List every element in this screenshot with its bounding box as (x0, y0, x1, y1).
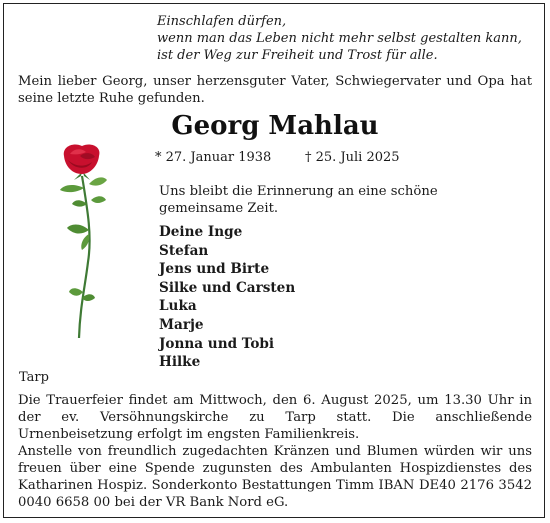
mourner-name: Hilke (159, 354, 201, 371)
poem (157, 13, 522, 64)
rose-leaf (72, 200, 87, 206)
red-rose-icon (52, 142, 112, 342)
rose-leaf (81, 234, 89, 250)
rose-leaf (91, 196, 106, 203)
birth-date: * 27. Januar 1938 (155, 150, 272, 165)
mourner-name: Deine Inge (159, 224, 243, 240)
rose-stem (79, 176, 90, 338)
rose-leaf (89, 177, 107, 185)
poem-line: wenn man das Leben nicht mehr selbst gestalten kann, (157, 31, 522, 46)
place-name: Tarp (19, 370, 49, 385)
death-date: † 25. Juli 2025 (305, 150, 400, 165)
poem-line: ist der Weg zur Freiheit und Trost für alle. (157, 48, 438, 63)
rose-leaf (69, 288, 83, 296)
mourner-name: Marje (159, 316, 204, 333)
memory-line: Uns bleibt die Erinnerung an eine schöne (159, 184, 438, 199)
memory-line: gemeinsame Zeit. (159, 201, 279, 216)
mourner-name: Luka (159, 298, 197, 315)
deceased-name: Georg Mahlau (171, 111, 379, 141)
donation-info: Anstelle von freundlich zugedachten Kränzen und Blumen würden wir uns freuen über eine Spende zugunsten des Ambulanten Hospizdienstes des Katharinen Hospiz. Sonderkonto Bestattungen Timm IBAN DE40 2176 3542 0040 6658 00 bei der VR Bank Nord eG. (18, 444, 532, 510)
memory-text (159, 183, 438, 217)
intro-text: Mein lieber Georg, unser herzensguter Vater, Schwiegervater und Opa hat seine letzte Ruhe gefunden. (18, 74, 532, 106)
mourners-list (159, 223, 295, 372)
rose-leaf (60, 185, 84, 192)
mourner-name: Jens und Birte (159, 261, 270, 278)
rose-leaf (67, 225, 89, 234)
funeral-info: Die Trauerfeier findet am Mittwoch, den 6. August 2025, um 13.30 Uhr in der ev. Versöhnungskirche zu Tarp statt. Die anschließende Urnenbeisetzung erfolgt im engsten Familienkreis. (18, 393, 532, 442)
mourner-name: Silke und Carsten (159, 279, 296, 296)
mourner-name: Stefan (159, 242, 209, 259)
poem-line: Einschlafen dürfen, (157, 14, 287, 29)
mourner-name: Jonna und Tobi (159, 335, 275, 352)
rose-bloom (64, 144, 100, 174)
